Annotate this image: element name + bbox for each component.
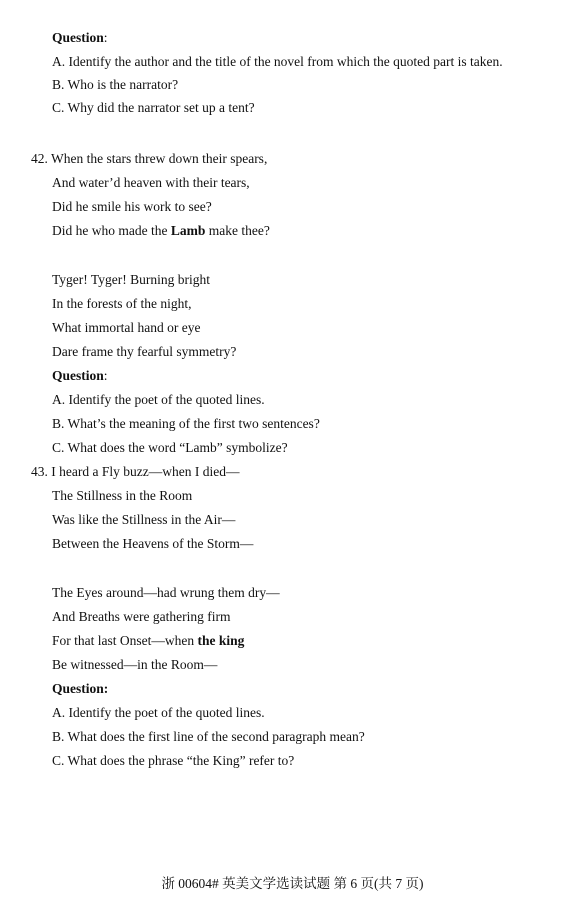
q42-line-4-pre: Did he who made the <box>52 223 171 238</box>
q43-option-a: A. Identify the poet of the quoted lines. <box>52 705 265 720</box>
q42-option-b: B. What’s the meaning of the first two sentences? <box>52 416 320 431</box>
q43-line-4: Between the Heavens of the Storm— <box>52 536 254 551</box>
q43-line-3: Was like the Stillness in the Air— <box>52 512 236 527</box>
question-colon: : <box>103 368 108 383</box>
q42-line-1: 42. When the stars threw down their spears, <box>31 151 268 166</box>
question-label: Question <box>52 368 104 383</box>
q42-line-4-post: make thee? <box>205 223 270 238</box>
q42-option-c: C. What does the word “Lamb” symbolize? <box>52 440 288 455</box>
q43-line-5: The Eyes around—had wrung them dry— <box>52 585 280 600</box>
question-colon: : <box>103 30 108 45</box>
q42-line-8: Dare frame thy fearful symmetry? <box>52 344 237 359</box>
q41-option-b: B. Who is the narrator? <box>52 77 179 92</box>
q42-option-a: A. Identify the poet of the quoted lines. <box>52 392 265 407</box>
q43-the-king-bold: the king <box>197 633 245 648</box>
q43-line-1: 43. I heard a Fly buzz—when I died— <box>31 464 240 479</box>
q43-line-2: The Stillness in the Room <box>52 488 193 503</box>
page-footer: 浙 00604# 英美文学选读试题 第 6 页(共 7 页) <box>161 876 424 891</box>
q41-option-a: A. Identify the author and the title of the novel from which the quoted part is taken. <box>52 54 503 69</box>
q42-line-5: Tyger! Tyger! Burning bright <box>52 272 210 287</box>
q43-option-b: B. What does the first line of the second paragraph mean? <box>52 729 365 744</box>
q41-question-heading <box>52 30 108 46</box>
q42-line-4 <box>52 223 270 239</box>
q43-line-6: And Breaths were gathering firm <box>52 609 231 624</box>
question-label: Question <box>52 30 104 45</box>
q42-line-3: Did he smile his work to see? <box>52 199 212 214</box>
q43-line-8: Be witnessed—in the Room— <box>52 657 218 672</box>
q42-line-6: In the forests of the night, <box>52 296 192 311</box>
q42-line-2: And water’d heaven with their tears, <box>52 175 250 190</box>
q43-question-heading: Question: <box>52 681 109 696</box>
q42-question-heading <box>52 368 108 384</box>
q43-line-7 <box>52 633 244 649</box>
q42-line-7: What immortal hand or eye <box>52 320 201 335</box>
q43-line-7-pre: For that last Onset—when <box>52 633 198 648</box>
q43-option-c: C. What does the phrase “the King” refer to? <box>52 753 295 768</box>
q42-lamb-bold: Lamb <box>170 223 206 238</box>
q41-option-c: C. Why did the narrator set up a tent? <box>52 100 255 115</box>
